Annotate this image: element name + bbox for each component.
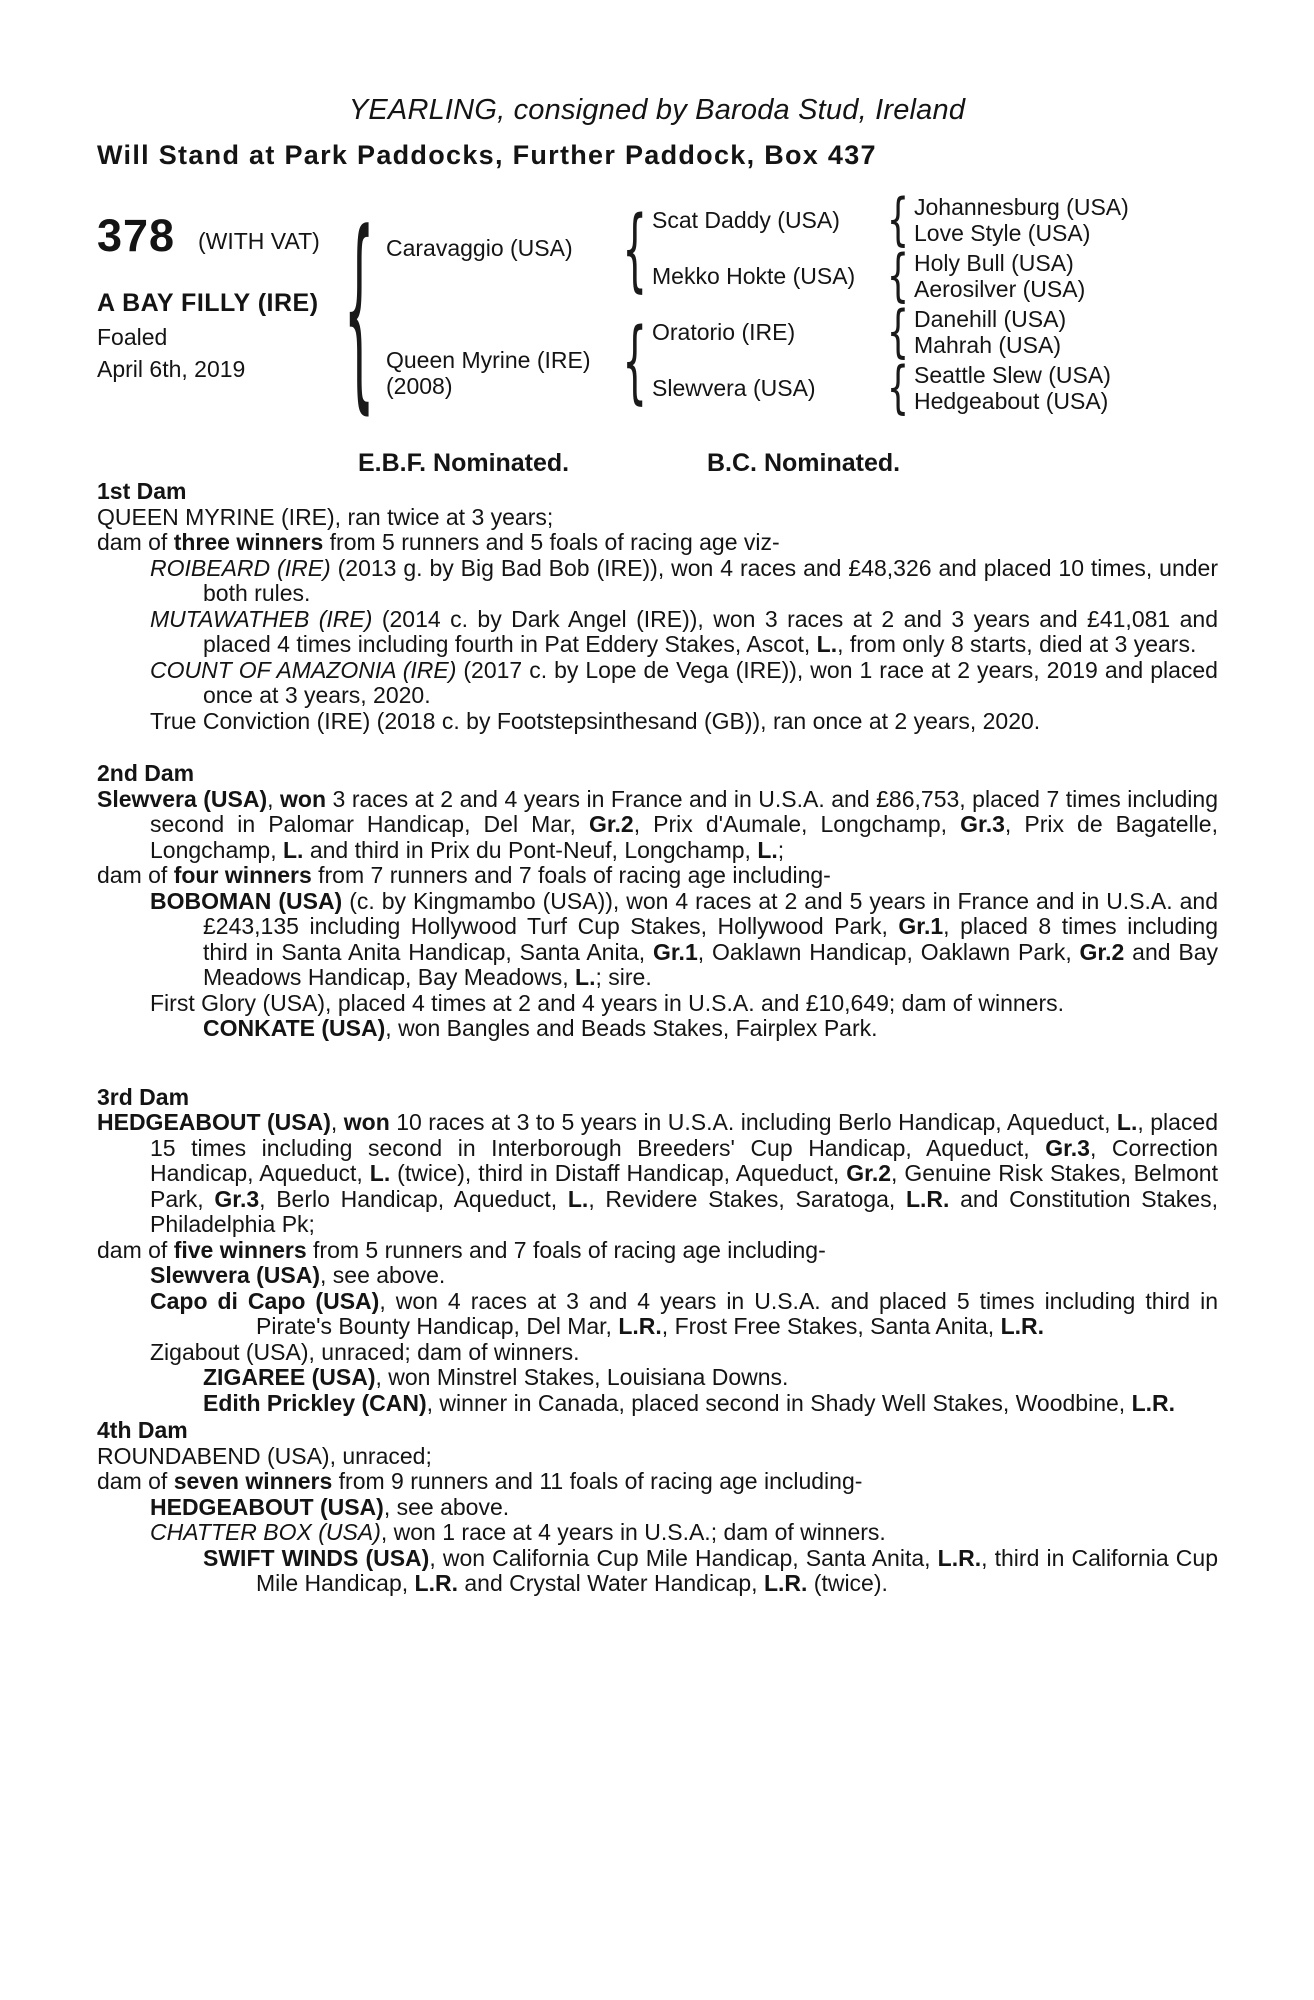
text-run: L.R. — [937, 1544, 982, 1571]
pedigree-brace-oratorio-parents: { — [886, 299, 910, 366]
dam-section-heading: 1st Dam — [97, 478, 187, 504]
text-run: (c. by Kingmambo (USA)), won 4 races at 2 and 5 years in France and in U.S.A. and £243,135 including Hollywood Turf Cup Stakes, Hollywood Park, — [203, 887, 1218, 939]
catalog-paragraph — [97, 1391, 1218, 1417]
pedigree-gen3-name: Johannesburg (USA) — [914, 194, 1129, 220]
text-run: HEDGEABOUT (USA) — [97, 1109, 331, 1135]
pedigree-sire-dam: Mekko Hokte (USA) — [652, 263, 856, 289]
dam-section-heading: 4th Dam — [97, 1417, 188, 1443]
pedigree-brace-sire-parents: { — [622, 196, 648, 302]
text-run: Gr.3 — [214, 1185, 260, 1212]
lot-description: A BAY FILLY (IRE) — [97, 289, 319, 317]
text-run: dam of — [97, 1236, 174, 1263]
vat-note: (WITH VAT) — [198, 228, 320, 254]
text-run: dam of — [97, 1468, 174, 1494]
text-run: and Bay Meadows Handicap, Bay Meadows, — [203, 938, 1218, 990]
stand-location-line: Will Stand at Park Paddocks, Further Paddock, Box 437 — [97, 140, 877, 170]
consignor-title: YEARLING, consigned by Baroda Stud, Ireland — [348, 94, 966, 126]
text-run: dam of — [97, 862, 174, 888]
text-run: Capo di Capo (USA) — [150, 1287, 380, 1314]
text-run: Edith Prickley (CAN) — [203, 1389, 427, 1416]
text-run: , placed 8 times including third in Santa Anita Handicap, Santa Anita, — [203, 913, 1219, 965]
text-run: True Conviction (IRE) (2018 c. by Footstepsinthesand (GB)), ran once at 2 years, 2020. — [150, 707, 1041, 734]
pedigree-dam-dam: Slewvera (USA) — [652, 375, 816, 401]
pedigree-dam-year: (2008) — [386, 373, 453, 399]
text-run: , Frost Free Stakes, Santa Anita, — [661, 1313, 1001, 1339]
pedigree-gen3-name: Mahrah (USA) — [914, 332, 1061, 358]
text-run: , placed 15 times including second in Interborough Breeders' Cup Handicap, Aqueduct, — [150, 1109, 1218, 1161]
pedigree-brace-mekkohokte-parents: { — [886, 243, 910, 310]
text-run: Gr.2 — [588, 811, 634, 837]
text-run: , from only 8 starts, died at 3 years. — [837, 631, 1197, 657]
text-run: four winners — [173, 862, 312, 888]
dam-section-heading: 2nd Dam — [97, 760, 195, 786]
text-run: , Oaklawn Handicap, Oaklawn Park, — [697, 938, 1080, 965]
catalog-paragraph — [97, 1444, 1218, 1470]
catalog-paragraph — [97, 1469, 1218, 1495]
text-run: QUEEN MYRINE (IRE), ran twice at 3 years; — [97, 503, 554, 530]
catalog-paragraph — [97, 607, 1218, 658]
pedigree-sire: Caravaggio (USA) — [386, 235, 573, 261]
catalog-paragraph — [97, 709, 1218, 735]
text-run: dam of — [97, 529, 174, 555]
pedigree-gen3-name: Danehill (USA) — [914, 306, 1067, 332]
text-run: , won 4 races at 3 and 4 years in U.S.A. and placed 5 times including third in Pirate's Bounty Handicap, Del Mar, — [256, 1287, 1218, 1339]
catalog-paragraph — [97, 1238, 1218, 1264]
text-run: Zigabout (USA), unraced; dam of winners. — [150, 1338, 580, 1365]
text-run: Gr.1 — [898, 913, 944, 939]
text-run: , Genuine Risk Stakes, Belmont Park, — [150, 1160, 1218, 1212]
catalog-paragraph — [97, 863, 1218, 889]
catalog-paragraph — [97, 530, 1218, 556]
text-run: ; sire. — [595, 964, 652, 990]
dam-section — [97, 761, 1218, 1042]
text-run: (twice). — [807, 1570, 888, 1596]
text-run: ROIBEARD (IRE) — [150, 554, 331, 581]
foaled-date: April 6th, 2019 — [97, 356, 246, 382]
text-run: L. — [1116, 1109, 1138, 1135]
text-run: CONKATE (USA) — [203, 1015, 386, 1041]
text-run: L.R. — [763, 1570, 808, 1596]
pedigree-dam — [386, 347, 591, 399]
text-run: First Glory (USA), placed 4 times at 2 and 4 years in U.S.A. and £10,649; dam of winners. — [150, 989, 1065, 1016]
text-run: (2017 c. by Lope de Vega (IRE)), won 1 race at 2 years, 2019 and placed once at 3 years, 2020. — [203, 656, 1218, 708]
dam-section — [97, 1085, 1218, 1417]
text-run: L. — [282, 836, 304, 863]
pedigree-dam-name: Queen Myrine (IRE) — [386, 347, 591, 373]
pedigree-dam-sire: Oratorio (IRE) — [652, 319, 796, 345]
text-run: L.R. — [905, 1185, 950, 1212]
text-run: , Correction Handicap, Aqueduct, — [150, 1134, 1218, 1186]
catalog-paragraph — [97, 1263, 1218, 1289]
text-run: , — [267, 785, 281, 812]
text-run: Slewvera (USA) — [97, 785, 268, 812]
catalog-paragraph — [97, 658, 1218, 709]
dam-section — [97, 479, 1218, 734]
text-run: seven winners — [173, 1468, 333, 1494]
text-run: L. — [369, 1160, 391, 1186]
text-run: ; — [777, 836, 785, 863]
text-run: ROUNDABEND (USA), unraced; — [97, 1442, 432, 1469]
text-run: Gr.2 — [1079, 938, 1125, 965]
pedigree-gen3-pair3 — [914, 306, 1066, 358]
text-run: Gr.3 — [1045, 1134, 1090, 1161]
lot-number: 378 — [97, 210, 176, 261]
dam-section-heading: 3rd Dam — [97, 1083, 190, 1110]
catalog-paragraph — [97, 1110, 1218, 1238]
text-run: L. — [575, 964, 596, 990]
text-run: (twice), third in Distaff Handicap, Aqueduct, — [390, 1160, 847, 1186]
catalog-paragraph — [97, 556, 1218, 607]
text-run: Gr.3 — [960, 811, 1005, 837]
text-run: L. — [567, 1185, 589, 1212]
catalog-paragraph — [97, 1546, 1218, 1597]
text-run: and Crystal Water Handicap, — [457, 1570, 764, 1596]
catalog-paragraph — [97, 787, 1218, 864]
text-run: from 5 runners and 5 foals of racing age viz- — [323, 529, 780, 555]
text-run: , see above. — [320, 1262, 446, 1288]
ebf-nominated-note: E.B.F. Nominated. — [358, 449, 570, 477]
dam-sections — [97, 479, 1218, 1597]
text-run: L. — [757, 836, 778, 863]
text-run: , winner in Canada, placed second in Shady Well Stakes, Woodbine, — [426, 1389, 1132, 1416]
text-run: from 5 runners and 7 foals of racing age including- — [306, 1236, 826, 1263]
text-run: , won 1 race at 4 years in U.S.A.; dam of winners. — [380, 1519, 886, 1545]
pedigree-brace-slewvera-parents: { — [886, 355, 910, 422]
text-run: , Prix d'Aumale, Longchamp, — [633, 811, 961, 837]
text-run: won — [280, 785, 327, 812]
pedigree-gen3-name: Holy Bull (USA) — [914, 250, 1074, 276]
catalog-paragraph — [97, 1016, 1218, 1042]
text-run: , Revidere Stakes, Saratoga, — [588, 1185, 906, 1212]
text-run: and third in Prix du Pont-Neuf, Longchamp, — [303, 836, 758, 863]
catalog-paragraph — [97, 1365, 1218, 1391]
pedigree-gen3-name: Hedgeabout (USA) — [914, 388, 1109, 414]
text-run: , Berlo Handicap, Aqueduct, — [259, 1185, 568, 1212]
text-run: L.R. — [1131, 1389, 1176, 1416]
catalog-paragraph — [97, 505, 1218, 531]
pedigree-gen3-name: Love Style (USA) — [914, 220, 1091, 246]
text-run: BOBOMAN (USA) — [150, 887, 343, 914]
text-run: won — [343, 1109, 390, 1135]
text-run: L.R. — [414, 1570, 458, 1596]
catalog-paragraph — [97, 889, 1218, 991]
pedigree-gen3-name: Aerosilver (USA) — [914, 276, 1086, 302]
text-run: , won Minstrel Stakes, Louisiana Downs. — [375, 1364, 789, 1390]
pedigree-gen3-name: Seattle Slew (USA) — [914, 362, 1111, 388]
dam-section — [97, 1418, 1218, 1597]
text-run: , won Bangles and Beads Stakes, Fairplex Park. — [385, 1015, 878, 1041]
foaled-label: Foaled — [97, 324, 168, 350]
text-run: SWIFT WINDS (USA) — [203, 1544, 430, 1571]
text-run: 3 races at 2 and 4 years in France and in U.S.A. and £86,753, placed 7 times including second in Palomar Handicap, Del Mar, — [150, 785, 1218, 837]
text-run: Gr.2 — [846, 1160, 892, 1186]
text-run: , — [330, 1109, 344, 1135]
bc-nominated-note: B.C. Nominated. — [707, 449, 901, 477]
catalog-paragraph — [97, 1289, 1218, 1340]
pedigree-gen3-pair4 — [914, 362, 1111, 414]
text-run: , third in California Cup Mile Handicap, — [256, 1544, 1218, 1596]
catalog-paragraph — [97, 1520, 1218, 1546]
pedigree-sire-sire: Scat Daddy (USA) — [652, 207, 840, 233]
pedigree-gen3-pair2 — [914, 250, 1085, 302]
text-run: HEDGEABOUT (USA) — [150, 1493, 384, 1520]
text-run: COUNT OF AMAZONIA (IRE) — [150, 656, 457, 683]
text-run: MUTAWATHEB (IRE) — [150, 605, 373, 632]
text-run: (2014 c. by Dark Angel (IRE)), won 3 races at 2 and 3 years and £41,081 and placed 4 times including fourth in Pat Eddery Stakes, Ascot, — [203, 605, 1219, 657]
catalog-paragraph — [97, 1340, 1218, 1366]
text-run: , see above. — [383, 1493, 510, 1520]
catalog-paragraph — [97, 991, 1218, 1017]
text-run: five winners — [173, 1236, 307, 1263]
text-run: from 9 runners and 11 foals of racing age including- — [332, 1468, 863, 1494]
catalog-paragraph — [97, 1495, 1218, 1521]
text-run: L. — [816, 631, 838, 657]
pedigree-gen3-pair1 — [914, 194, 1129, 246]
text-run: and Constitution Stakes, Philadelphia Pk; — [150, 1185, 1218, 1237]
text-run: Gr.1 — [652, 938, 698, 965]
text-run: L.R. — [618, 1313, 662, 1339]
text-run: , Prix de Bagatelle, Longchamp, — [150, 811, 1218, 863]
text-run: , won California Cup Mile Handicap, Santa Anita, — [429, 1544, 938, 1571]
text-run: (2013 g. by Big Bad Bob (IRE)), won 4 races and £48,326 and placed 10 times, under both rules. — [203, 554, 1219, 606]
pedigree-brace-dam-parents: { — [622, 308, 648, 414]
pedigree-brace-generation1: { — [343, 187, 375, 433]
text-run: ZIGAREE (USA) — [203, 1364, 376, 1390]
text-run: Slewvera (USA) — [150, 1262, 321, 1288]
text-run: from 7 runners and 7 foals of racing age including- — [311, 862, 831, 888]
text-run: CHATTER BOX (USA) — [150, 1519, 381, 1545]
text-run: 10 races at 3 to 5 years in U.S.A. including Berlo Handicap, Aqueduct, — [389, 1109, 1117, 1135]
pedigree-brace-scatdaddy-parents: { — [886, 187, 910, 254]
text-run: L.R. — [1000, 1313, 1045, 1339]
text-run: three winners — [173, 529, 324, 555]
